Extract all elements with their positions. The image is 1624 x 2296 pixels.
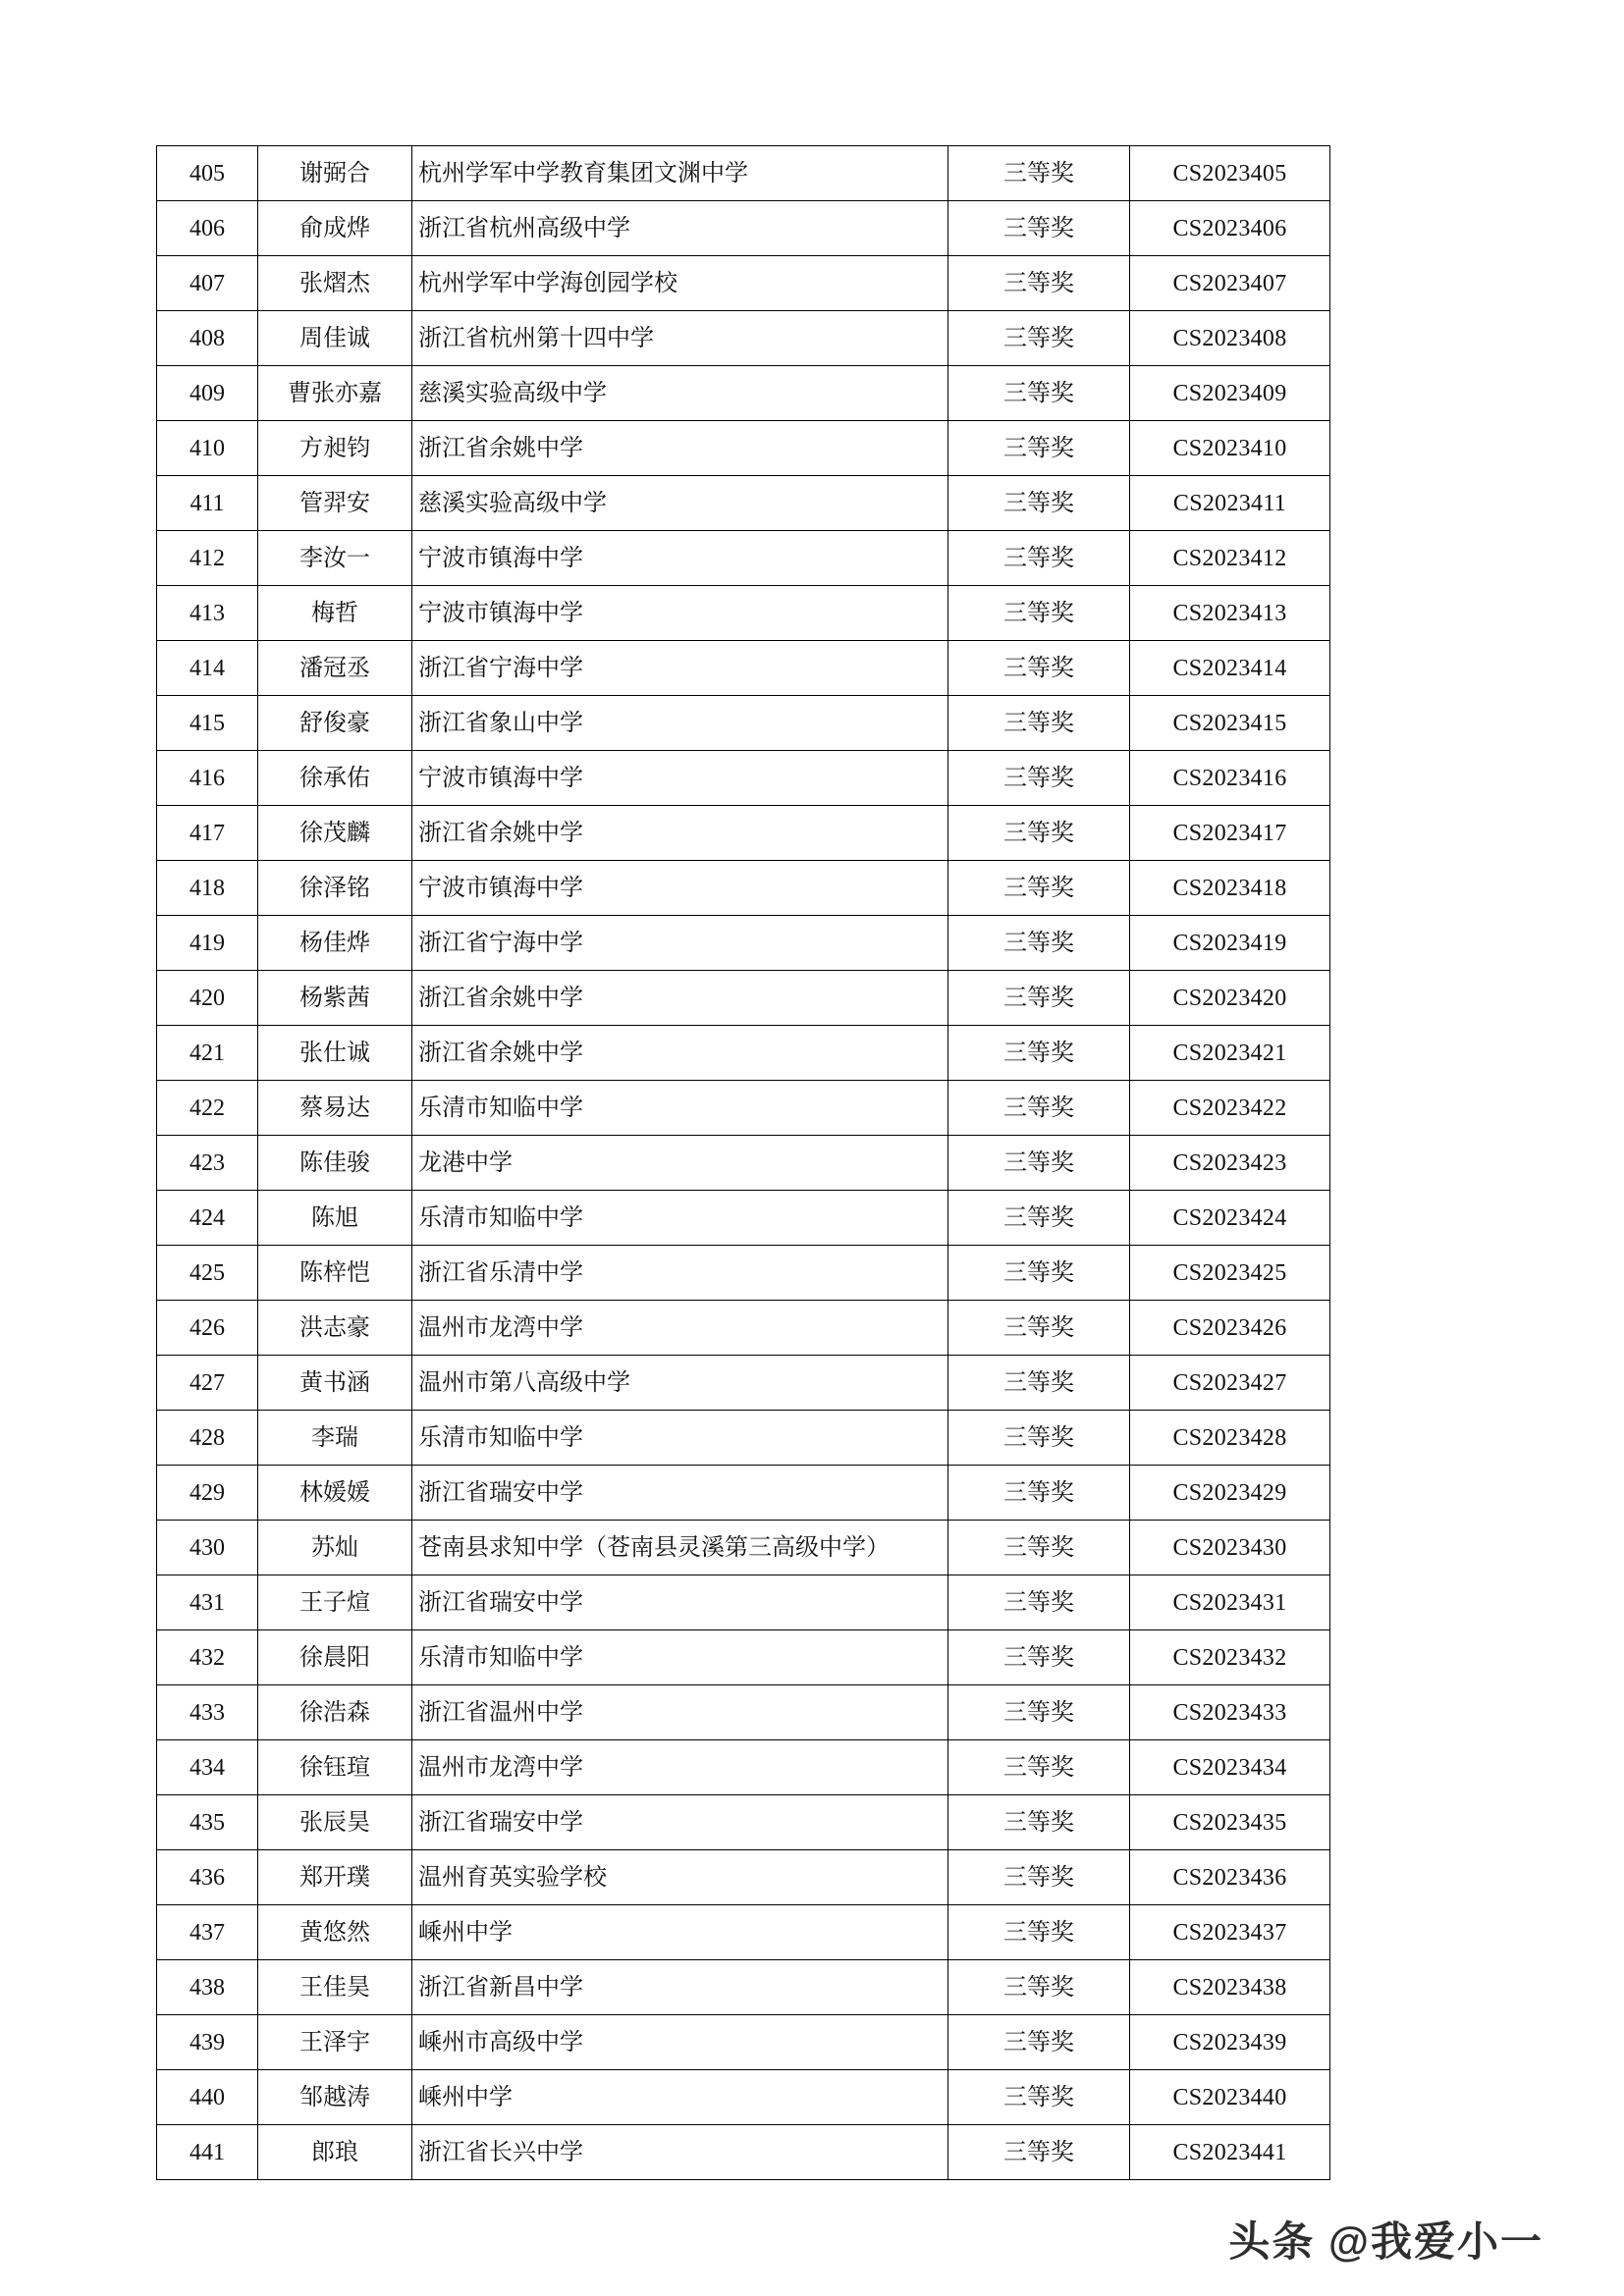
school-name-cell: 龙港中学 [412, 1136, 948, 1191]
student-name-cell: 陈佳骏 [258, 1136, 412, 1191]
row-index-cell: 436 [157, 1850, 258, 1905]
certificate-code-cell: CS2023429 [1130, 1466, 1330, 1521]
certificate-code-cell: CS2023430 [1130, 1521, 1330, 1575]
award-level-cell: 三等奖 [948, 2070, 1130, 2125]
certificate-code-cell: CS2023431 [1130, 1575, 1330, 1630]
certificate-code-cell: CS2023439 [1130, 2015, 1330, 2070]
award-level-cell: 三等奖 [948, 476, 1130, 531]
row-index-cell: 421 [157, 1026, 258, 1081]
row-index-cell: 435 [157, 1795, 258, 1850]
award-level-cell: 三等奖 [948, 531, 1130, 586]
row-index-cell: 438 [157, 1960, 258, 2015]
certificate-code-cell: CS2023419 [1130, 916, 1330, 971]
student-name-cell: 郎琅 [258, 2125, 412, 2180]
table-row [157, 531, 1330, 586]
table-row [157, 861, 1330, 916]
certificate-code-cell: CS2023408 [1130, 311, 1330, 366]
table-row [157, 1081, 1330, 1136]
certificate-code-cell: CS2023441 [1130, 2125, 1330, 2180]
student-name-cell: 王子煊 [258, 1575, 412, 1630]
school-name-cell: 宁波市镇海中学 [412, 531, 948, 586]
school-name-cell: 宁波市镇海中学 [412, 861, 948, 916]
student-name-cell: 徐茂麟 [258, 806, 412, 861]
table-row [157, 2125, 1330, 2180]
row-index-cell: 406 [157, 201, 258, 256]
row-index-cell: 439 [157, 2015, 258, 2070]
table-row [157, 806, 1330, 861]
certificate-code-cell: CS2023425 [1130, 1246, 1330, 1301]
award-roster-table [156, 145, 1330, 2180]
table-row [157, 366, 1330, 421]
row-index-cell: 419 [157, 916, 258, 971]
award-level-cell: 三等奖 [948, 1081, 1130, 1136]
student-name-cell: 苏灿 [258, 1521, 412, 1575]
certificate-code-cell: CS2023424 [1130, 1191, 1330, 1246]
school-name-cell: 浙江省象山中学 [412, 696, 948, 751]
table-row [157, 1301, 1330, 1356]
award-level-cell: 三等奖 [948, 696, 1130, 751]
school-name-cell: 浙江省余姚中学 [412, 1026, 948, 1081]
school-name-cell: 浙江省温州中学 [412, 1685, 948, 1740]
table-row [157, 1905, 1330, 1960]
award-level-cell: 三等奖 [948, 1740, 1130, 1795]
watermark: 头条 @我爱小一 [1228, 2218, 1543, 2265]
award-level-cell: 三等奖 [948, 366, 1130, 421]
certificate-code-cell: CS2023433 [1130, 1685, 1330, 1740]
student-name-cell: 邹越涛 [258, 2070, 412, 2125]
row-index-cell: 412 [157, 531, 258, 586]
student-name-cell: 蔡易达 [258, 1081, 412, 1136]
award-level-cell: 三等奖 [948, 1026, 1130, 1081]
award-level-cell: 三等奖 [948, 861, 1130, 916]
student-name-cell: 管羿安 [258, 476, 412, 531]
row-index-cell: 418 [157, 861, 258, 916]
school-name-cell: 温州育英实验学校 [412, 1850, 948, 1905]
row-index-cell: 434 [157, 1740, 258, 1795]
table-row [157, 1795, 1330, 1850]
student-name-cell: 徐浩森 [258, 1685, 412, 1740]
school-name-cell: 慈溪实验高级中学 [412, 366, 948, 421]
table-row [157, 1630, 1330, 1685]
student-name-cell: 梅哲 [258, 586, 412, 641]
certificate-code-cell: CS2023411 [1130, 476, 1330, 531]
school-name-cell: 嵊州中学 [412, 2070, 948, 2125]
table-row [157, 1740, 1330, 1795]
award-level-cell: 三等奖 [948, 971, 1130, 1026]
row-index-cell: 423 [157, 1136, 258, 1191]
table-row [157, 1246, 1330, 1301]
certificate-code-cell: CS2023405 [1130, 146, 1330, 201]
table-row [157, 586, 1330, 641]
table-row [157, 641, 1330, 696]
award-level-cell: 三等奖 [948, 421, 1130, 476]
school-name-cell: 浙江省余姚中学 [412, 971, 948, 1026]
table-row [157, 1960, 1330, 2015]
school-name-cell: 温州市龙湾中学 [412, 1740, 948, 1795]
school-name-cell: 浙江省宁海中学 [412, 641, 948, 696]
school-name-cell: 嵊州中学 [412, 1905, 948, 1960]
table-row [157, 2070, 1330, 2125]
certificate-code-cell: CS2023422 [1130, 1081, 1330, 1136]
certificate-code-cell: CS2023421 [1130, 1026, 1330, 1081]
award-level-cell: 三等奖 [948, 1301, 1130, 1356]
row-index-cell: 429 [157, 1466, 258, 1521]
certificate-code-cell: CS2023435 [1130, 1795, 1330, 1850]
award-level-cell: 三等奖 [948, 1850, 1130, 1905]
award-level-cell: 三等奖 [948, 1685, 1130, 1740]
table-row [157, 1850, 1330, 1905]
award-level-cell: 三等奖 [948, 146, 1130, 201]
table-row [157, 1575, 1330, 1630]
certificate-code-cell: CS2023410 [1130, 421, 1330, 476]
student-name-cell: 张仕诚 [258, 1026, 412, 1081]
award-level-cell: 三等奖 [948, 1356, 1130, 1411]
school-name-cell: 嵊州市高级中学 [412, 2015, 948, 2070]
school-name-cell: 浙江省瑞安中学 [412, 1575, 948, 1630]
award-level-cell: 三等奖 [948, 586, 1130, 641]
award-level-cell: 三等奖 [948, 1466, 1130, 1521]
certificate-code-cell: CS2023423 [1130, 1136, 1330, 1191]
table-row [157, 696, 1330, 751]
table-row [157, 1026, 1330, 1081]
student-name-cell: 方昶钧 [258, 421, 412, 476]
award-level-cell: 三等奖 [948, 1136, 1130, 1191]
award-level-cell: 三等奖 [948, 641, 1130, 696]
student-name-cell: 林媛媛 [258, 1466, 412, 1521]
certificate-code-cell: CS2023432 [1130, 1630, 1330, 1685]
certificate-code-cell: CS2023407 [1130, 256, 1330, 311]
row-index-cell: 420 [157, 971, 258, 1026]
school-name-cell: 宁波市镇海中学 [412, 586, 948, 641]
certificate-code-cell: CS2023434 [1130, 1740, 1330, 1795]
certificate-code-cell: CS2023412 [1130, 531, 1330, 586]
award-level-cell: 三等奖 [948, 2015, 1130, 2070]
certificate-code-cell: CS2023428 [1130, 1411, 1330, 1466]
school-name-cell: 浙江省瑞安中学 [412, 1466, 948, 1521]
certificate-code-cell: CS2023427 [1130, 1356, 1330, 1411]
student-name-cell: 黄悠然 [258, 1905, 412, 1960]
table-row [157, 256, 1330, 311]
school-name-cell: 浙江省宁海中学 [412, 916, 948, 971]
student-name-cell: 黄书涵 [258, 1356, 412, 1411]
school-name-cell: 浙江省乐清中学 [412, 1246, 948, 1301]
student-name-cell: 徐钰瑄 [258, 1740, 412, 1795]
certificate-code-cell: CS2023415 [1130, 696, 1330, 751]
table-row [157, 146, 1330, 201]
row-index-cell: 411 [157, 476, 258, 531]
certificate-code-cell: CS2023418 [1130, 861, 1330, 916]
student-name-cell: 陈旭 [258, 1191, 412, 1246]
student-name-cell: 谢弼合 [258, 146, 412, 201]
school-name-cell: 温州市第八高级中学 [412, 1356, 948, 1411]
certificate-code-cell: CS2023416 [1130, 751, 1330, 806]
table-row [157, 751, 1330, 806]
certificate-code-cell: CS2023417 [1130, 806, 1330, 861]
certificate-code-cell: CS2023413 [1130, 586, 1330, 641]
row-index-cell: 428 [157, 1411, 258, 1466]
student-name-cell: 王泽宇 [258, 2015, 412, 2070]
award-level-cell: 三等奖 [948, 1905, 1130, 1960]
award-level-cell: 三等奖 [948, 1191, 1130, 1246]
row-index-cell: 427 [157, 1356, 258, 1411]
row-index-cell: 441 [157, 2125, 258, 2180]
table-row [157, 421, 1330, 476]
table-row [157, 1411, 1330, 1466]
certificate-code-cell: CS2023414 [1130, 641, 1330, 696]
student-name-cell: 徐晨阳 [258, 1630, 412, 1685]
student-name-cell: 潘冠丞 [258, 641, 412, 696]
certificate-code-cell: CS2023406 [1130, 201, 1330, 256]
row-index-cell: 407 [157, 256, 258, 311]
school-name-cell: 慈溪实验高级中学 [412, 476, 948, 531]
row-index-cell: 414 [157, 641, 258, 696]
school-name-cell: 杭州学军中学海创园学校 [412, 256, 948, 311]
certificate-code-cell: CS2023436 [1130, 1850, 1330, 1905]
school-name-cell: 乐清市知临中学 [412, 1630, 948, 1685]
student-name-cell: 张熠杰 [258, 256, 412, 311]
school-name-cell: 浙江省杭州第十四中学 [412, 311, 948, 366]
student-name-cell: 李汝一 [258, 531, 412, 586]
award-level-cell: 三等奖 [948, 1630, 1130, 1685]
award-level-cell: 三等奖 [948, 1575, 1130, 1630]
table-row [157, 1521, 1330, 1575]
table-row [157, 1356, 1330, 1411]
student-name-cell: 李瑞 [258, 1411, 412, 1466]
award-level-cell: 三等奖 [948, 806, 1130, 861]
award-level-cell: 三等奖 [948, 916, 1130, 971]
school-name-cell: 乐清市知临中学 [412, 1081, 948, 1136]
certificate-code-cell: CS2023409 [1130, 366, 1330, 421]
table-row [157, 1685, 1330, 1740]
student-name-cell: 杨紫茜 [258, 971, 412, 1026]
certificate-code-cell: CS2023420 [1130, 971, 1330, 1026]
school-name-cell: 浙江省长兴中学 [412, 2125, 948, 2180]
table-row [157, 916, 1330, 971]
award-level-cell: 三等奖 [948, 2125, 1130, 2180]
school-name-cell: 浙江省新昌中学 [412, 1960, 948, 2015]
row-index-cell: 430 [157, 1521, 258, 1575]
row-index-cell: 440 [157, 2070, 258, 2125]
table-row [157, 971, 1330, 1026]
row-index-cell: 405 [157, 146, 258, 201]
award-level-cell: 三等奖 [948, 1960, 1130, 2015]
award-level-cell: 三等奖 [948, 201, 1130, 256]
row-index-cell: 422 [157, 1081, 258, 1136]
award-level-cell: 三等奖 [948, 256, 1130, 311]
table-row [157, 1136, 1330, 1191]
row-index-cell: 431 [157, 1575, 258, 1630]
award-level-cell: 三等奖 [948, 1795, 1130, 1850]
student-name-cell: 舒俊豪 [258, 696, 412, 751]
row-index-cell: 433 [157, 1685, 258, 1740]
school-name-cell: 浙江省瑞安中学 [412, 1795, 948, 1850]
certificate-code-cell: CS2023437 [1130, 1905, 1330, 1960]
row-index-cell: 432 [157, 1630, 258, 1685]
row-index-cell: 413 [157, 586, 258, 641]
table-body [157, 146, 1330, 2180]
school-name-cell: 浙江省杭州高级中学 [412, 201, 948, 256]
table-row [157, 476, 1330, 531]
student-name-cell: 王佳昊 [258, 1960, 412, 2015]
certificate-code-cell: CS2023438 [1130, 1960, 1330, 2015]
school-name-cell: 杭州学军中学教育集团文渊中学 [412, 146, 948, 201]
certificate-code-cell: CS2023426 [1130, 1301, 1330, 1356]
award-level-cell: 三等奖 [948, 751, 1130, 806]
row-index-cell: 415 [157, 696, 258, 751]
award-level-cell: 三等奖 [948, 1521, 1130, 1575]
student-name-cell: 陈梓恺 [258, 1246, 412, 1301]
school-name-cell: 宁波市镇海中学 [412, 751, 948, 806]
student-name-cell: 曹张亦嘉 [258, 366, 412, 421]
row-index-cell: 416 [157, 751, 258, 806]
table-row [157, 1466, 1330, 1521]
school-name-cell: 浙江省余姚中学 [412, 806, 948, 861]
student-name-cell: 张辰昊 [258, 1795, 412, 1850]
award-level-cell: 三等奖 [948, 311, 1130, 366]
certificate-code-cell: CS2023440 [1130, 2070, 1330, 2125]
row-index-cell: 437 [157, 1905, 258, 1960]
row-index-cell: 425 [157, 1246, 258, 1301]
school-name-cell: 浙江省余姚中学 [412, 421, 948, 476]
table-row [157, 1191, 1330, 1246]
school-name-cell: 温州市龙湾中学 [412, 1301, 948, 1356]
row-index-cell: 417 [157, 806, 258, 861]
student-name-cell: 俞成烨 [258, 201, 412, 256]
student-name-cell: 洪志豪 [258, 1301, 412, 1356]
school-name-cell: 乐清市知临中学 [412, 1191, 948, 1246]
table-row [157, 311, 1330, 366]
student-name-cell: 周佳诚 [258, 311, 412, 366]
school-name-cell: 乐清市知临中学 [412, 1411, 948, 1466]
row-index-cell: 408 [157, 311, 258, 366]
student-name-cell: 杨佳烨 [258, 916, 412, 971]
student-name-cell: 徐承佑 [258, 751, 412, 806]
row-index-cell: 426 [157, 1301, 258, 1356]
table-row [157, 2015, 1330, 2070]
row-index-cell: 424 [157, 1191, 258, 1246]
table-row [157, 201, 1330, 256]
row-index-cell: 409 [157, 366, 258, 421]
row-index-cell: 410 [157, 421, 258, 476]
award-level-cell: 三等奖 [948, 1246, 1130, 1301]
school-name-cell: 苍南县求知中学（苍南县灵溪第三高级中学） [412, 1521, 948, 1575]
student-name-cell: 徐泽铭 [258, 861, 412, 916]
award-level-cell: 三等奖 [948, 1411, 1130, 1466]
student-name-cell: 郑开璞 [258, 1850, 412, 1905]
